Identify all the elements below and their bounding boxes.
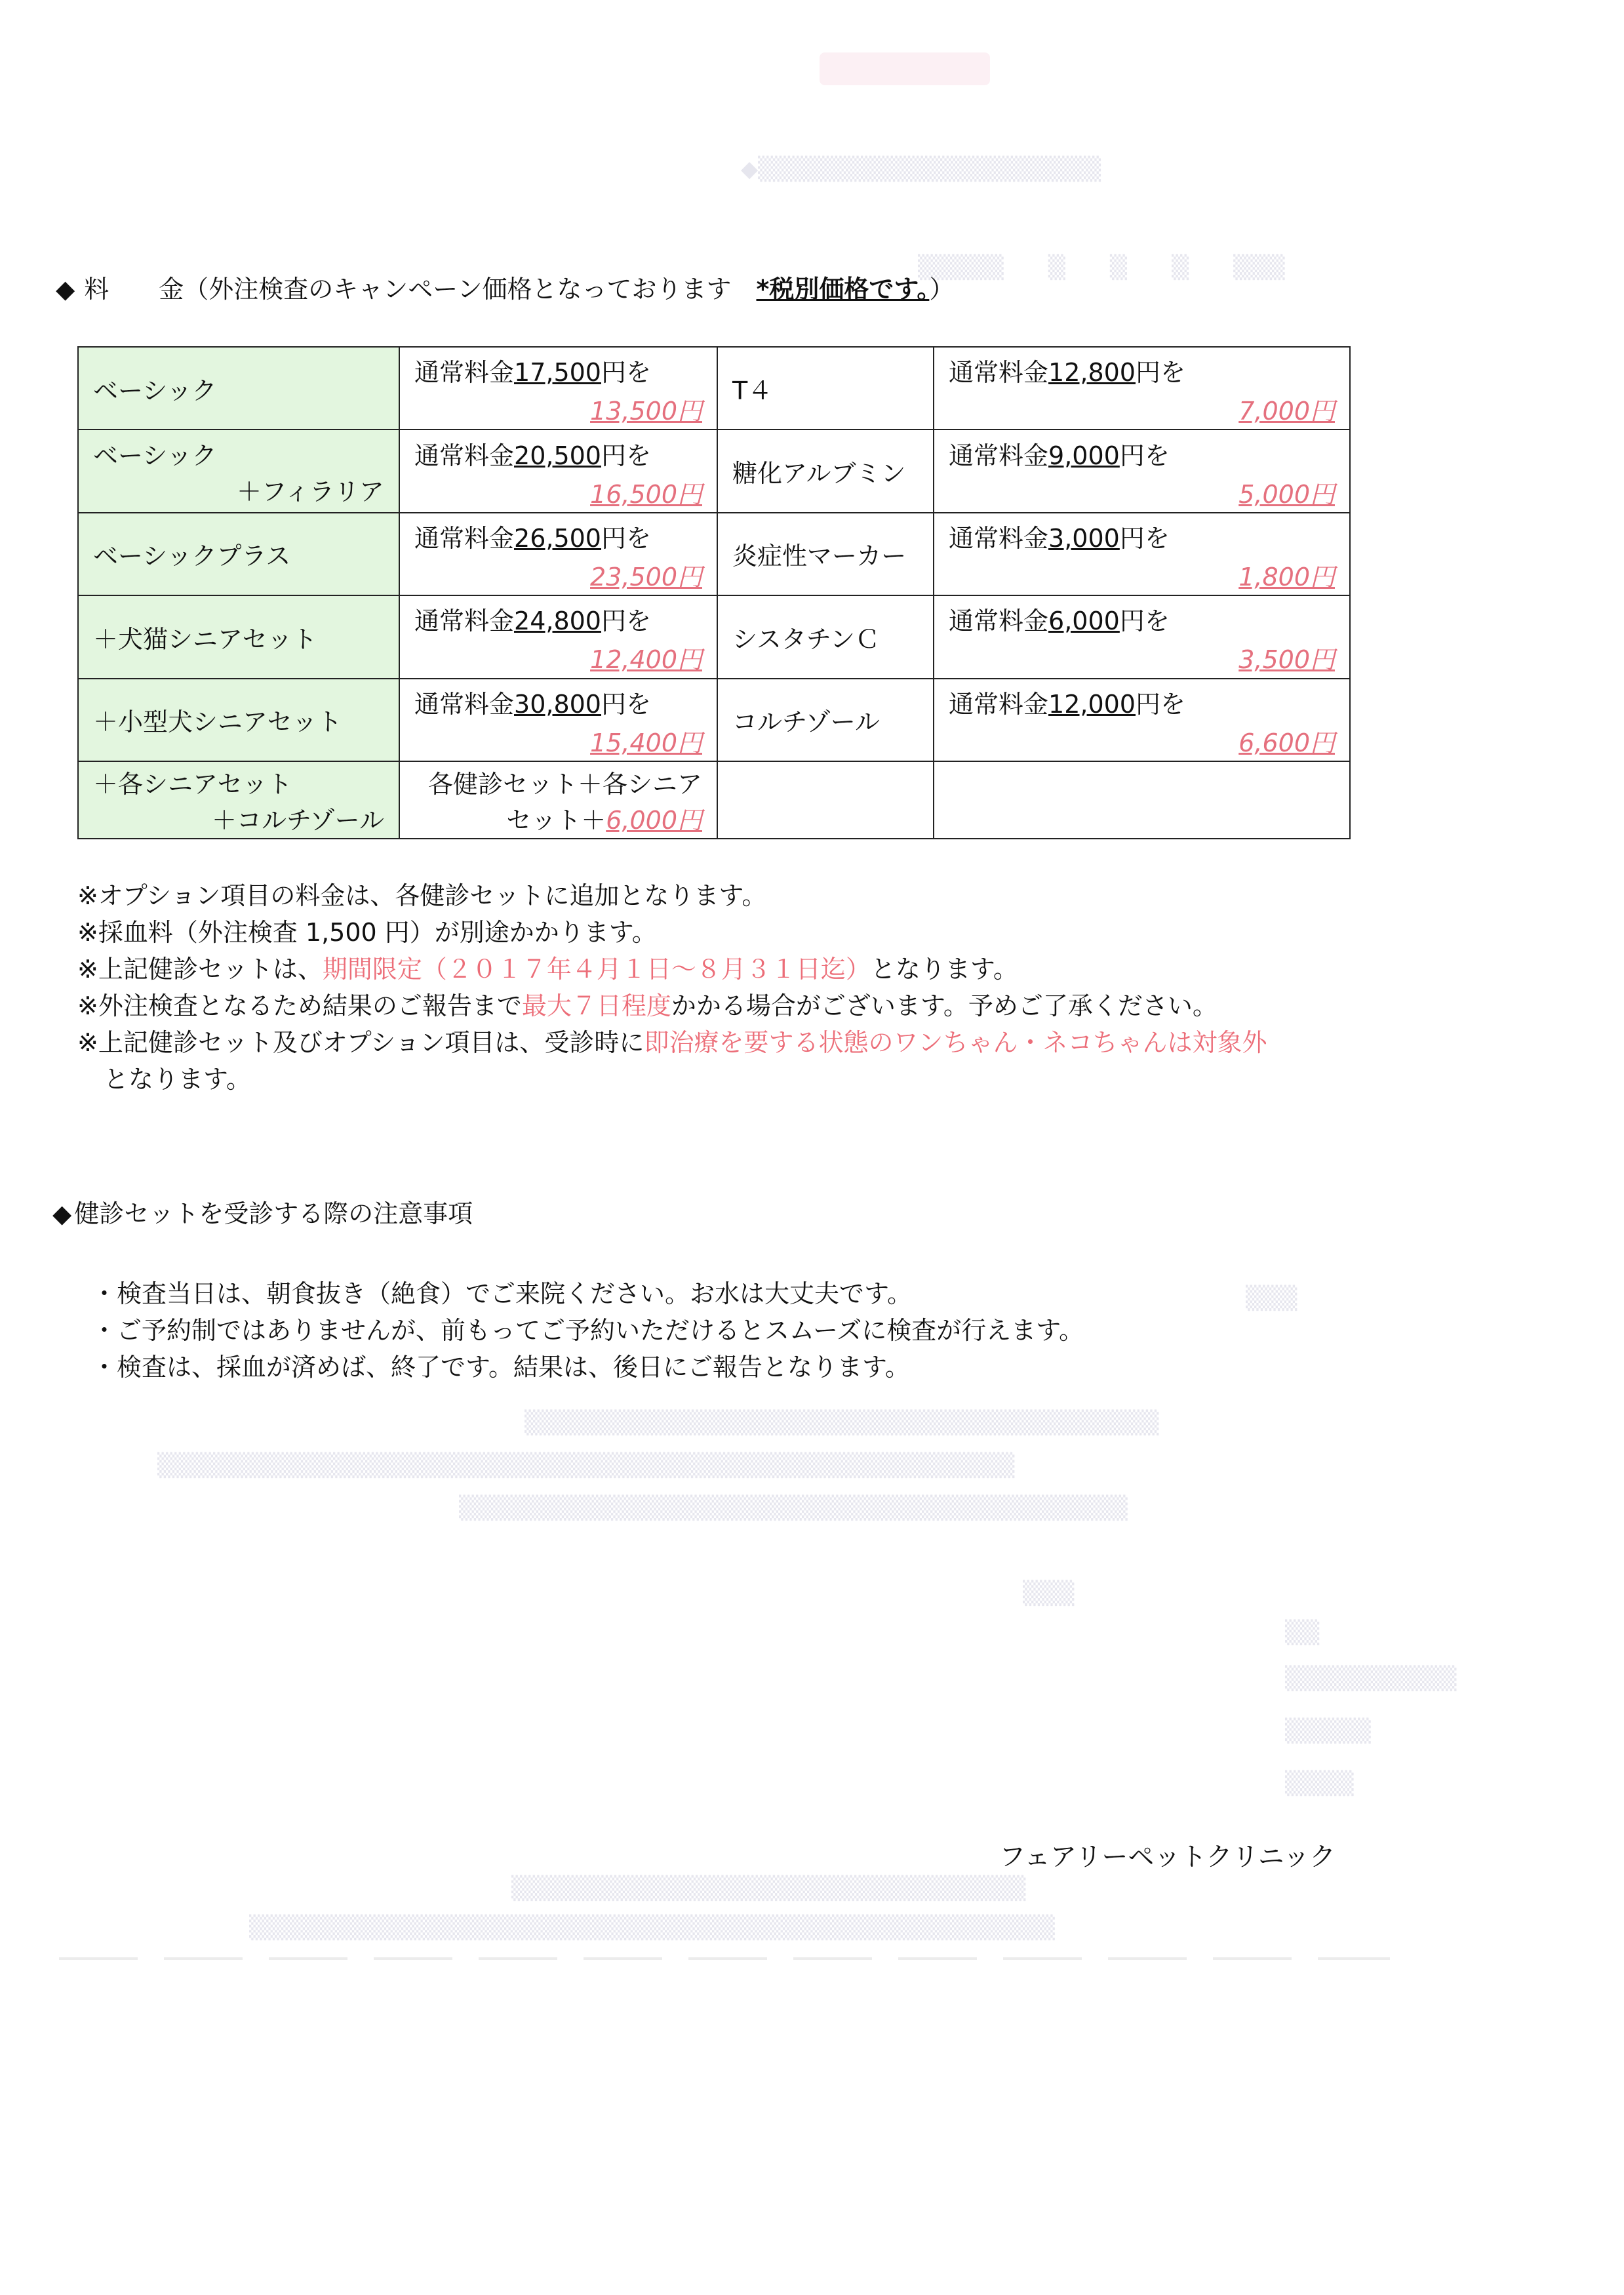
duration-highlight: 最大７日程度 [521,991,671,1020]
set-name-addon: ＋コルチゾール [212,805,384,835]
option-price-cell [934,429,1350,512]
price-prefix: 通常料金 [949,441,1049,470]
note-text: となります。 [870,955,1018,984]
set-price-cell [399,429,717,512]
regular-price: 24,800 [514,607,601,636]
pricing-heading-close: ） [929,275,955,304]
campaign-price: 6,000円 [606,805,702,835]
bleed-through-line: ▒▒▒▒▒▒▒▒▒▒▒▒▒▒▒▒▒▒▒▒▒▒▒▒▒▒▒▒▒▒▒▒▒▒▒▒▒▒▒▒▒▒▒▒▒▒▒ [249,1915,1055,1941]
price-suffix: 円を [601,689,651,719]
option-price-cell [934,761,1350,839]
price-prefix: 通常料金 [949,689,1049,719]
option-name-cell [717,513,934,595]
regular-price: 3,000 [1048,523,1120,553]
set-price-cell [399,761,717,839]
option-name-cell [717,761,934,839]
set-name-cell [78,347,399,429]
regular-price: 6,000 [1048,607,1120,636]
diamond-bullet-icon: ◆ [52,1199,72,1228]
bleed-through-line: ▒▒▒▒▒ [1285,1718,1371,1744]
clinic-name: フェアリーペットクリニック [999,1842,1336,1872]
combo-description-cont: セット＋ [506,805,606,835]
price-suffix: 円を [601,441,651,470]
campaign-price: 1,800円 [1238,562,1335,591]
price-prefix: 通常料金 [949,358,1049,388]
tax-note: *税別価格です。 [756,275,930,304]
set-name-cell [78,513,399,595]
price-suffix: 円を [1135,689,1185,719]
list-item: ・検査は、採血が済めば、終了です。結果は、後日にご報告となります。 [92,1353,910,1382]
bleed-through-line: ▒▒▒ [1246,1285,1297,1311]
bleed-through-line: ▒▒▒▒ [1285,1770,1354,1797]
campaign-price: 15,400円 [590,728,702,757]
bleed-through-title [820,52,990,85]
regular-price: 9,000 [1048,441,1120,470]
price-prefix: 通常料金 [414,441,515,470]
bleed-through-line: ▒▒▒▒▒▒▒▒▒▒▒▒▒▒▒▒▒▒▒▒▒▒▒▒▒▒▒▒▒▒ [511,1875,1026,1902]
regular-price: 26,500 [514,523,601,553]
regular-price: 17,500 [514,358,601,388]
option-name-cell [717,347,934,429]
option-price-cell [934,595,1350,678]
campaign-price: 6,600円 [1238,728,1335,757]
note-line: となります。 [104,1065,251,1094]
bleed-through-line: ▒▒▒▒▒▒▒▒▒▒▒▒▒▒▒▒▒▒▒▒▒▒▒▒▒▒▒▒▒▒▒▒▒▒▒▒▒ [525,1410,1159,1436]
table-row [78,679,1350,761]
option-name: シスタチンＣ [732,624,880,654]
set-name-cell [78,595,399,678]
option-name: T４ [732,376,773,405]
divider [59,1957,1390,1960]
campaign-price: 23,500円 [590,562,702,591]
table-row [78,595,1350,678]
note-line [77,951,1267,988]
set-name: ベーシックプラス [93,542,291,571]
pricing-heading [56,269,954,305]
set-name: ＋各シニアセット [93,769,292,799]
price-suffix: 円を [601,523,651,553]
pricing-heading-paren: （外注検査のキャンペーン価格となっております [184,275,757,304]
option-price-cell [934,347,1350,429]
option-price-cell [934,513,1350,595]
price-suffix: 円を [601,358,651,388]
note-line: ※採血料（外注検査 1,500 円）が別途かかります。 [77,918,657,947]
combo-description: 各健診セット＋各シニア [427,769,702,799]
set-name-cell [78,761,399,839]
campaign-price: 12,400円 [590,645,702,675]
price-suffix: 円を [1119,523,1170,553]
list-item: ・ご予約制ではありませんが、前もってご予約いただけるとスムーズに検査が行えます。 [92,1316,1084,1345]
bleed-through-line: ▒▒▒▒▒▒▒▒▒▒▒▒▒▒▒▒▒▒▒▒▒▒▒▒▒▒▒▒▒▒▒▒▒▒▒▒▒▒▒ [459,1495,1128,1521]
pricing-heading-label: 料 金 [84,275,184,304]
option-name: コルチゾール [732,708,880,737]
table-row [78,513,1350,595]
set-name-cell [78,429,399,512]
exclusion-highlight: 即治療を要する状態のワンちゃん・ネコちゃんは対象外 [644,1028,1267,1057]
regular-price: 12,800 [1048,358,1136,388]
price-suffix: 円を [1135,358,1185,388]
campaign-price: 13,500円 [590,397,702,426]
cautions-list [92,1275,1084,1386]
bleed-through-line: ▒▒▒▒▒▒▒▒▒▒▒▒▒▒▒▒▒▒▒▒▒▒▒▒▒▒▒▒▒▒▒▒▒▒▒▒▒▒▒▒▒▒▒▒▒▒▒▒▒▒ [157,1452,1015,1479]
set-price-cell [399,347,717,429]
set-name: ＋小型犬シニアセット [93,708,342,737]
set-price-cell [399,513,717,595]
campaign-price: 16,500円 [590,479,702,509]
notes-section [77,877,1267,1098]
note-line: ※オプション項目の料金は、各健診セットに追加となります。 [77,881,767,910]
regular-price: 20,500 [514,441,601,470]
bleed-through-line: ▒▒ [1285,1620,1320,1646]
price-suffix: 円を [601,607,651,636]
cautions-heading-label: 健診セットを受診する際の注意事項 [74,1199,473,1228]
bleed-through-line: ▒▒▒▒▒ ▒ ▒ ▒ ▒▒▒ [918,254,1285,281]
set-name-addon: ＋フィラリア [237,477,384,506]
set-price-cell [399,595,717,678]
campaign-price: 5,000円 [1238,479,1335,509]
price-prefix: 通常料金 [949,523,1049,553]
campaign-price: 7,000円 [1238,397,1335,426]
note-line [77,1024,1267,1061]
price-table [77,346,1351,839]
note-text: かかる場合がございます。予めご了承ください。 [671,991,1218,1020]
set-price-cell [399,679,717,761]
price-suffix: 円を [1119,441,1170,470]
table-row [78,347,1350,429]
price-prefix: 通常料金 [414,689,515,719]
list-item: ・検査当日は、朝食抜き（絶食）でご来院ください。お水は大丈夫です。 [92,1279,912,1308]
bleed-through-line: ▒▒▒ [1023,1580,1075,1606]
diamond-bullet-icon: ◆ [56,275,75,304]
option-name: 炎症性マーカー [732,542,907,571]
bleed-through-line: ◆▒▒▒▒▒▒▒▒▒▒▒▒▒▒▒▒▒▒▒▒ [741,156,1101,182]
option-name-cell [717,679,934,761]
table-row [78,429,1350,512]
regular-price: 30,800 [514,689,601,719]
option-price-cell [934,679,1350,761]
set-name: ベーシック [93,376,217,405]
option-name-cell [717,595,934,678]
price-prefix: 通常料金 [949,607,1049,636]
option-name-cell [717,429,934,512]
note-text: ※外注検査となるため結果のご報告まで [77,991,522,1020]
regular-price: 12,000 [1048,689,1136,719]
bleed-through-line: ▒▒▒▒▒▒▒▒▒▒ [1285,1666,1457,1692]
price-prefix: 通常料金 [414,607,515,636]
price-prefix: 通常料金 [414,523,515,553]
set-name: ベーシック [93,441,217,470]
note-line [77,988,1267,1024]
note-text: ※上記健診セットは、 [77,955,323,984]
price-suffix: 円を [1119,607,1170,636]
set-name: ＋犬猫シニアセット [93,624,317,654]
set-name-cell [78,679,399,761]
table-row [78,761,1350,839]
price-prefix: 通常料金 [414,358,515,388]
period-highlight: 期間限定（２０１７年４月１日～８月３１日迄） [322,955,871,984]
campaign-price: 3,500円 [1238,645,1335,675]
cautions-heading [52,1193,473,1229]
note-text: ※上記健診セット及びオプション項目は、受診時に [77,1028,644,1057]
option-name: 糖化アルブミン [732,459,906,489]
